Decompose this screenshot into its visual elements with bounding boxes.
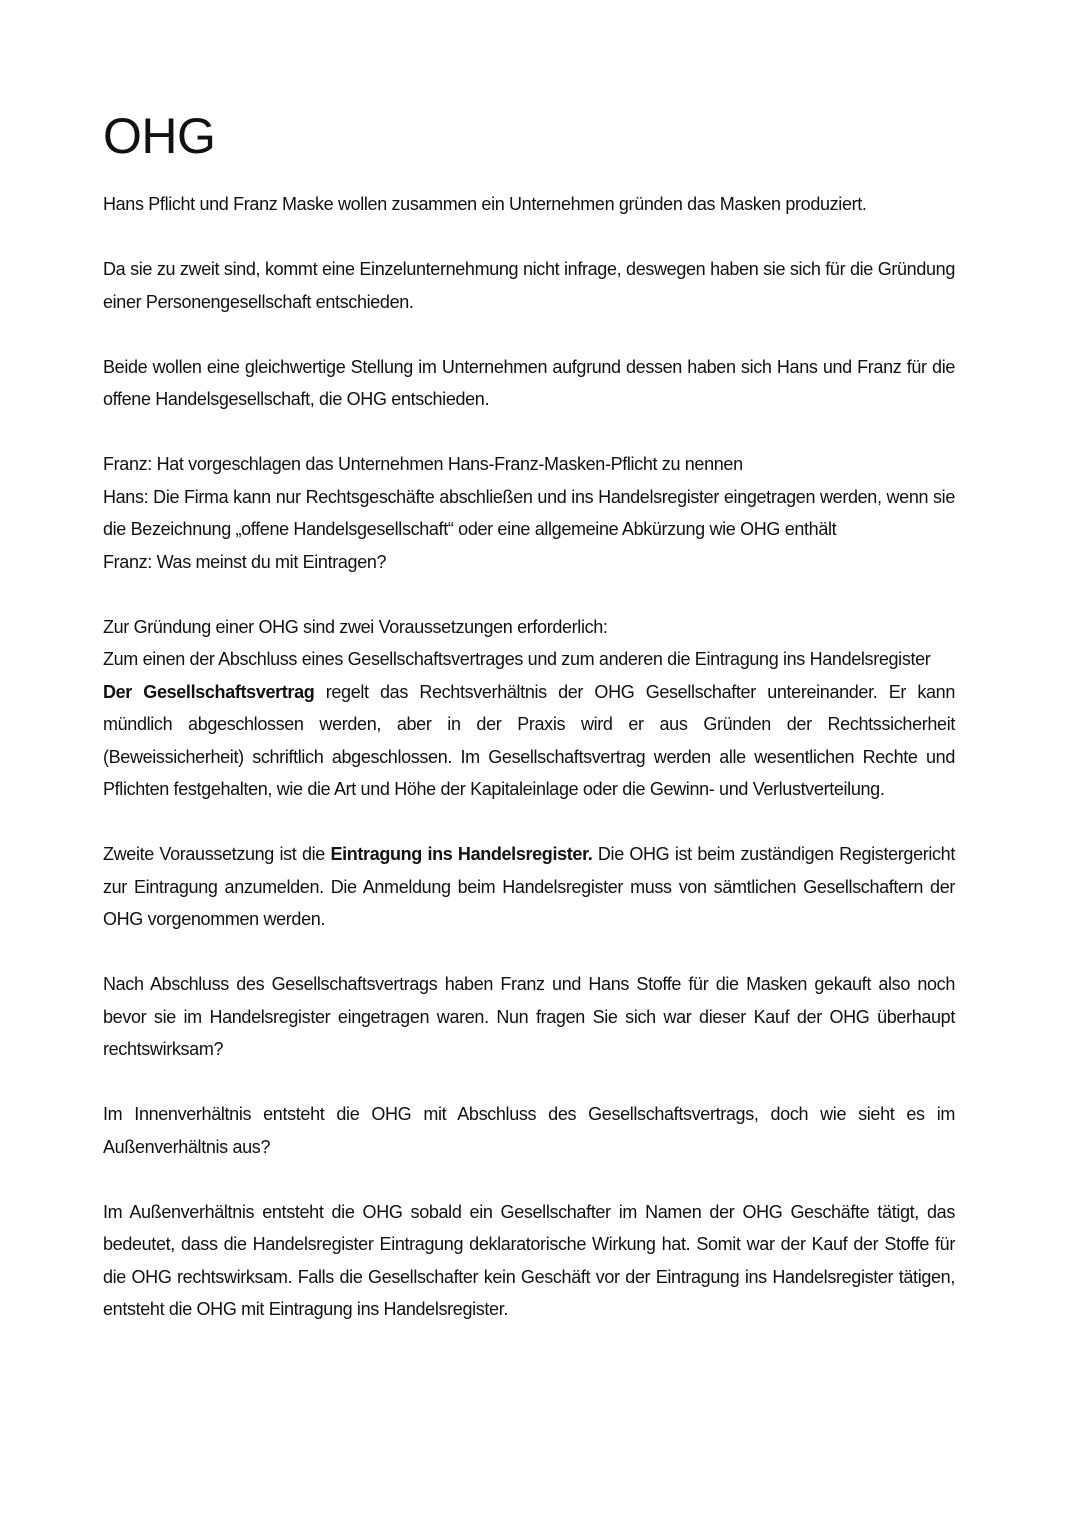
paragraph-ohg-choice: Beide wollen eine gleichwertige Stellung im Unternehmen aufgrund dessen haben sich Hans und Franz für die offene Handelsgesellschaft, die OHG entschieden. bbox=[103, 356, 955, 409]
paragraph-stoffkauf: Nach Abschluss des Gesellschaftsvertrags haben Franz und Hans Stoffe für die Masken gekauft also noch bevor sie im Handelsregister eingetragen waren. Nun fragen Sie sich war dieser Kauf der OHG überhaupt rechtswirksam? bbox=[103, 974, 955, 1059]
handelsregister-lead: Zweite Voraussetzung ist die bbox=[103, 844, 331, 864]
gesellschaftsvertrag-text: regelt das Rechtsverhältnis der OHG Gesellschafter untereinander. Er kann mündlich abgeschlossen werden, aber in der Praxis wird er aus Gründen der Rechtssicherheit (Beweissicherheit) schriftlich abgeschlossen. Im Gesellschaftsvertrag werden alle wesentlichen Rechte und Pflichten festgehalten, wie die Art und Höhe der Kapitaleinlage oder die Gewinn- und Verlustverteilung. bbox=[103, 681, 955, 799]
paragraph-aussenverhaeltnis: Im Außenverhältnis entsteht die OHG sobald ein Gesellschafter im Namen der OHG Geschäfte tätigt, das bedeutet, dass die Handelsregister Eintragung deklaratorische Wirkung hat. Somit war der Kauf der Stoffe für die OHG rechtswirksam. Falls die Gesellschafter kein Geschäft vor der Eintragung ins Handelsregister tätigen, entsteht die OHG mit Eintragung ins Handelsregister. bbox=[103, 1201, 955, 1319]
paragraph-gesellschaftsvertrag bbox=[103, 676, 955, 806]
dialogue-franz-2: Franz: Was meinst du mit Eintragen? bbox=[103, 551, 387, 572]
paragraph-intro: Hans Pflicht und Franz Maske wollen zusammen ein Unternehmen gründen das Masken produziert. bbox=[103, 194, 867, 214]
document-title: OHG bbox=[103, 108, 216, 164]
dialogue-franz-1: Franz: Hat vorgeschlagen das Unternehmen Hans-Franz-Masken-Pflicht zu nennen bbox=[103, 454, 743, 474]
term-eintragung-handelsregister: Eintragung ins Handelsregister. bbox=[330, 844, 593, 864]
requirements-intro: Zur Gründung einer OHG sind zwei Voraussetzungen erforderlich: bbox=[103, 616, 608, 637]
document-page bbox=[103, 106, 955, 1326]
paragraph-handelsregister bbox=[103, 838, 955, 936]
handelsregister-text: Die OHG ist beim zuständigen Registergericht zur Eintragung anzumelden. Die Anmeldung beim Handelsregister muss von sämtlichen Gesellschaftern der OHG vorgenommen werden. bbox=[103, 844, 955, 929]
requirements-both: Zum einen der Abschluss eines Gesellschaftsvertrages und zum anderen die Eintragung ins Handelsregister bbox=[103, 649, 931, 669]
term-gesellschaftsvertrag: Der Gesellschaftsvertrag bbox=[103, 681, 315, 702]
paragraph-personengesellschaft: Da sie zu zweit sind, kommt eine Einzelunternehmung nicht infrage, deswegen haben sie sich für die Gründung einer Personengesellschaft entschieden. bbox=[103, 259, 955, 312]
dialogue-hans-1: Hans: Die Firma kann nur Rechtsgeschäfte abschließen und ins Handelsregister eingetragen werden, wenn sie die Bezeichnung „offene Handelsgesellschaft“ oder eine allgemeine Abkürzung wie OHG enthält bbox=[103, 486, 955, 539]
paragraph-innenverhaeltnis: Im Innenverhältnis entsteht die OHG mit Abschluss des Gesellschaftsvertrags, doch wie sieht es im Außenverhältnis aus? bbox=[103, 1104, 955, 1157]
